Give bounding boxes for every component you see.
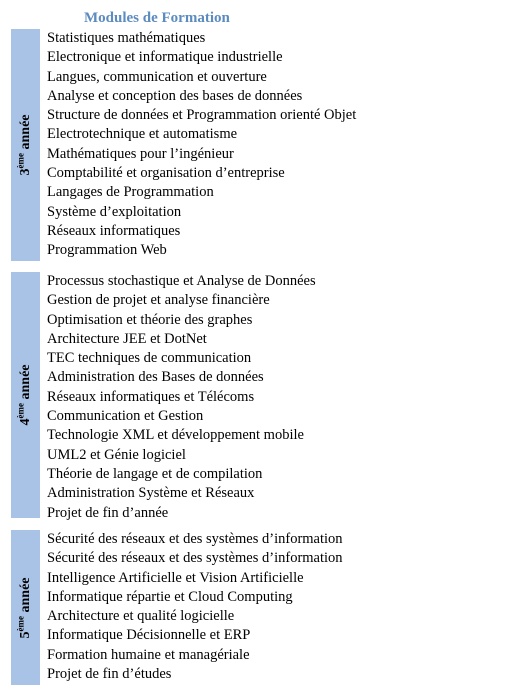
module-item: Optimisation et théorie des graphes — [47, 311, 253, 328]
module-item: Architecture et qualité logicielle — [47, 608, 235, 625]
module-item: Projet de fin d’année — [47, 504, 169, 521]
module-item: Mathématiques pour l’ingénieur — [47, 145, 234, 162]
module-item: Sécurité des réseaux et des systèmes d’information — [47, 550, 343, 567]
year-block-5 — [8, 530, 522, 685]
year-label-5: 5ème année — [14, 577, 33, 638]
module-list-4 — [47, 272, 316, 523]
module-item: Programmation Web — [47, 242, 167, 259]
module-item: Administration des Bases de données — [47, 369, 264, 386]
module-item: TEC techniques de communication — [47, 350, 252, 367]
year-bar-3 — [11, 29, 40, 261]
page-title: Modules de Formation — [84, 10, 230, 26]
module-item: Sécurité des réseaux et des systèmes d’information — [47, 531, 343, 547]
year-bar-5 — [11, 530, 40, 685]
module-item: UML2 et Génie logiciel — [47, 446, 186, 463]
module-item: Projet de fin d’études — [47, 666, 172, 683]
module-item: Communication et Gestion — [47, 408, 204, 425]
module-item: Electrotechnique et automatisme — [47, 126, 238, 143]
year-block-3 — [8, 29, 522, 261]
module-item: Réseaux informatiques — [47, 222, 181, 239]
module-item: Gestion de projet et analyse financière — [47, 292, 270, 309]
module-item: Informatique Décisionnelle et ERP — [47, 627, 251, 644]
module-item: Système d’exploitation — [47, 203, 182, 220]
year-label-3: 3ème année — [14, 114, 33, 176]
module-item: Electronique et informatique industrielle — [47, 49, 283, 66]
module-item: Processus stochastique et Analyse de Données — [47, 273, 316, 289]
module-item: Technologie XML et développement mobile — [47, 427, 304, 444]
year-block-4 — [8, 272, 522, 521]
module-item: Théorie de langage et de compilation — [47, 465, 263, 482]
module-item: Langues, communication et ouverture — [47, 68, 267, 85]
module-item: Comptabilité et organisation d’entreprise — [47, 165, 285, 182]
module-item: Réseaux informatiques et Télécoms — [47, 388, 255, 405]
module-item: Administration Système et Réseaux — [47, 485, 255, 502]
module-item: Intelligence Artificielle et Vision Artificielle — [47, 569, 304, 586]
module-item: Analyse et conception des bases de données — [47, 87, 303, 104]
module-item: Architecture JEE et DotNet — [47, 330, 207, 347]
module-list-3 — [47, 29, 356, 261]
module-list-5 — [47, 530, 343, 684]
module-item: Statistiques mathématiques — [47, 30, 206, 46]
module-item: Langages de Programmation — [47, 184, 214, 201]
module-item: Informatique répartie et Cloud Computing — [47, 588, 293, 605]
year-bar-4 — [11, 272, 40, 518]
year-label-4: 4ème année — [14, 364, 33, 426]
module-item: Structure de données et Programmation orienté Objet — [47, 107, 357, 124]
module-item: Formation humaine et managériale — [47, 646, 250, 663]
